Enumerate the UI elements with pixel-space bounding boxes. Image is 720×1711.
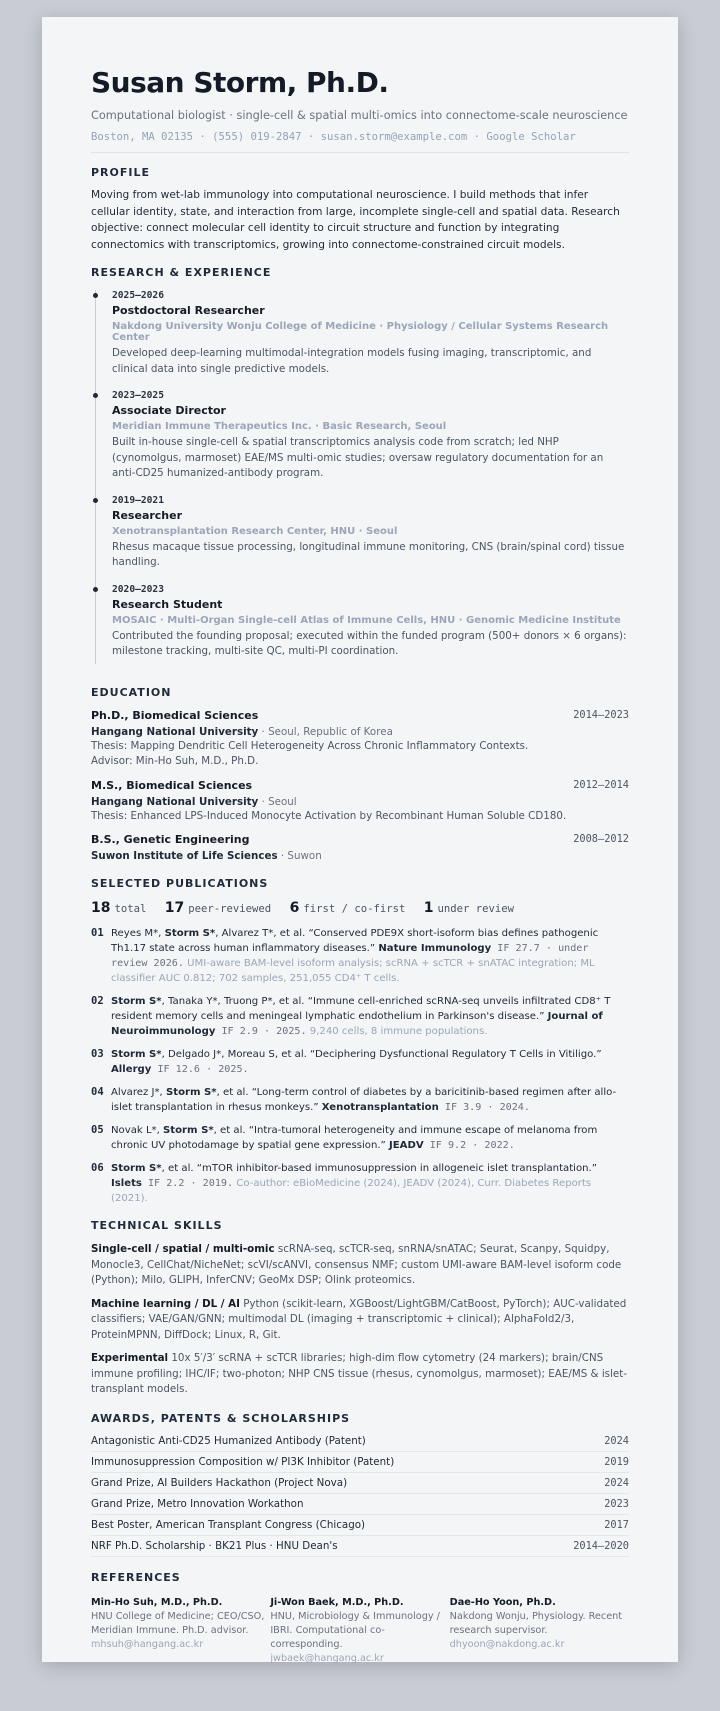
education-location: · Seoul [258,795,297,808]
references-section [91,1571,629,1666]
name-heading: Susan Storm, Ph.D. [91,66,389,99]
stat-total: 18 total [91,900,147,917]
education-school-line [91,796,629,808]
education-thesis: Thesis: Mapping Dendritic Cell Heterogeneity Across Chronic Inflammatory Contexts. Advisor: Min-Ho Suh, M.D., Ph.D. [91,739,529,768]
timeline-dot-icon [93,587,98,592]
education-item [91,779,629,825]
skill-group: Experimental 10x 5′/3′ scRNA + scTCR libraries; high-dim flow cytometry (24 markers); brain/CNS immune profiling; IHC/IF; two-photon; NHP CNS tissue (rhesus, cynomolgus, marmoset); EAE/MS & islet-transplant models. [91,1352,627,1396]
reference-desc: HNU College of Medicine; CEO/CSO, Meridian Immune. Ph.D. advisor. [91,1610,265,1636]
publications-section [91,877,629,1206]
education-degree: B.S., Genetic Engineering [91,833,250,847]
reference-name: Dae-Ho Yoon, Ph.D. [449,1596,556,1608]
experience-org: Meridian Immune Therapeutics Inc. · Basic Research, Seoul [112,421,447,433]
publication-item: 06 Storm S*, et al. “mTOR inhibitor-based immunosuppression in allogeneic islet transplantation.” Islets IF 2.2 · 2019. Co-author: eBioMedicine (2024), JEADV (2024), Curr. Diabetes Reports (2021). [91,1162,597,1205]
education-location: · Seoul, Republic of Korea [258,725,393,738]
timeline-dot-icon [93,498,98,503]
profile-title: PROFILE [91,166,151,180]
experience-title: RESEARCH & EXPERIENCE [91,266,272,280]
experience-org: MOSAIC · Multi-Organ Single-cell Atlas of Immune Cells, HNU · Genomic Medicine Institute [112,614,621,626]
publication-venue: JEADV [389,1140,424,1152]
education-section [91,686,629,863]
awards-title: AWARDS, PATENTS & SCHOLARSHIPS [91,1411,351,1425]
publication-item: 03 Storm S*, Delgado J*, Moreau S, et al. “Deciphering Dysfunctional Regulatory T Cells in Vitiligo.” Allergy IF 12.6 · 2025. [91,1048,602,1076]
experience-desc: Built in-house single-cell & spatial transcriptomics analysis code from scratch; led NHP (cynomolgus, marmoset) EAE/MS multi-omic studies; oversaw regulatory documentation for an anti-CD25 humanized-antibody program. [112,436,604,480]
education-location: · Suwon [277,850,322,863]
experience-date: 2019–2021 [112,494,164,506]
reference-email-link[interactable]: mhsuh@hangang.ac.kr [91,1638,204,1650]
experience-role: Associate Director [112,404,226,418]
publication-item: 01 Reyes M*, Storm S*, Alvarez T*, et al. “Conserved PDE9X short-isoform bias defines pathogenic Th1.17 state across human inflammatory diseases.” Nature Immunology IF 27.7 · under review 2026. UMI-aware BAM-level isoform analysis; scRNA + scTCR + snATAC integration; ML classifier AUC 0.812; 702 samples, 251,055 CD4⁺ T cells. [91,927,599,985]
experience-item [95,390,629,495]
skills-section [91,1219,629,1398]
reference-email-link[interactable]: dhyoon@nakdong.ac.kr [449,1638,565,1650]
experience-item [95,495,629,584]
timeline-dot-icon [93,393,98,398]
references-title: REFERENCES [91,1570,181,1584]
education-years: 2014–2023 [573,708,629,721]
reference-desc: HNU, Microbiology & Immunology / IBRI. Computational co-corresponding. [270,1610,440,1650]
education-degree: M.S., Biomedical Sciences [91,778,253,792]
publication-venue: Nature Immunology [378,943,492,955]
stat-first-author: 6 first / co-first [289,900,406,917]
education-school-line [91,850,629,862]
reference-email-link[interactable]: jwbaek@hangang.ac.kr [270,1652,384,1664]
experience-date: 2023–2025 [112,390,164,402]
education-title: EDUCATION [91,685,172,699]
reference-item [91,1596,270,1666]
education-school: Hangang National University [91,725,259,738]
experience-item [95,290,629,390]
education-item [91,709,629,770]
education-school-line [91,726,629,738]
award-item: Antagonistic Anti-CD25 Humanized Antibody (Patent) 2024 [91,1431,629,1452]
experience-role: Researcher [112,508,183,522]
stat-peer-reviewed: 17 peer-reviewed [164,900,272,917]
tagline: Computational biologist · single-cell & spatial multi-omics into connectome-scale neuroscience [91,109,628,123]
experience-item [95,584,629,664]
experience-role: Research Student [112,597,223,611]
education-years: 2012–2014 [573,778,629,791]
reference-name: Min-Ho Suh, M.D., Ph.D. [91,1596,223,1608]
reference-item [270,1596,449,1666]
stat-under-review: 1 under review [423,900,515,917]
award-item: Grand Prize, AI Builders Hackathon (Project Nova) 2024 [91,1473,629,1494]
reference-desc: Nakdong Wonju, Physiology. Recent research supervisor. [449,1610,623,1636]
experience-desc: Rhesus macaque tissue processing, longitudinal immune monitoring, CNS (brain/spinal cord) tissue handling. [112,540,625,569]
education-degree: Ph.D., Biomedical Sciences [91,708,259,722]
experience-section [91,266,629,664]
experience-role: Postdoctoral Researcher [112,304,265,318]
contact-line[interactable]: Boston, MA 02135 · (555) 019-2847 · susan.storm@example.com · Google Scholar [91,131,629,153]
publication-stats [91,900,629,916]
publication-venue: Xenotransplantation [321,1102,439,1114]
experience-org: Xenotransplantation Research Center, HNU · Seoul [112,525,398,537]
education-years: 2008–2012 [573,833,629,846]
education-item [91,833,629,862]
award-item: Best Poster, American Transplant Congress (Chicago) 2017 [91,1515,629,1536]
publication-item: 05 Novak L*, Storm S*, et al. “Intra-tumoral heterogeneity and immune escape of melanoma from chronic UV photodamage by spatial gene expression.” JEADV IF 9.2 · 2022. [91,1124,598,1152]
award-item: Immunosuppression Composition w/ PI3K Inhibitor (Patent) 2019 [91,1452,629,1473]
education-school: Hangang National University [91,795,259,808]
experience-desc: Developed deep-learning multimodal-integration models fusing imaging, transcriptomic, and clinical data into single predictive models. [112,347,592,375]
publication-venue: Islets [111,1178,142,1190]
skills-title: TECHNICAL SKILLS [91,1219,223,1233]
education-school: Suwon Institute of Life Sciences [91,850,278,863]
timeline-dot-icon [93,293,98,298]
experience-org: Nakdong University Wonju College of Medicine · Physiology / Cellular Systems Research Center [112,321,609,344]
reference-name: Ji-Won Baek, M.D., Ph.D. [270,1596,404,1608]
publication-venue: Allergy [111,1064,152,1076]
publication-venue: Journal of Neuroimmunology [111,1011,603,1038]
publications-title: SELECTED PUBLICATIONS [91,877,269,891]
references-list [91,1596,629,1666]
experience-date: 2020–2023 [112,583,164,595]
publication-item: 02 Storm S*, Tanaka Y*, Truong P*, et al. “Immune cell-enriched scRNA-seq unveils infiltrated CD8⁺ T resident memory cells and meningeal lymphatic endothelium in Parkinson's disease.” Journal of Neuroimmunology IF 2.9 · 2025. 9,240 cells, 8 immune populations. [91,995,611,1038]
reference-item [450,1596,629,1666]
awards-section [91,1412,629,1557]
experience-desc: Contributed the founding proposal; executed within the funded program (500+ donors × 6 organs): milestone tracking, multi-site QC, multi-PI coordination. [112,629,627,658]
award-item: Grand Prize, Metro Innovation Workathon 2023 [91,1494,629,1515]
resume-page [42,17,678,1662]
profile-text: Moving from wet-lab immunology into computational neuroscience. I build methods that infer cellular identity, state, and interaction from large, incomplete single-cell and spatial data. Research objective: connect molecular cell identity to circuit structure and function by integrating connectomics with transcriptomics, growing into connectome-constrained circuit models. [91,189,620,251]
award-item: NRF Ph.D. Scholarship · BK21 Plus · HNU Dean's 2014–2020 [91,1536,629,1557]
profile-section [91,166,629,253]
experience-date: 2025–2026 [112,290,164,302]
education-thesis: Thesis: Enhanced LPS-Induced Monocyte Activation by Recombinant Human Soluble CD180. [91,809,567,822]
publication-item: 04 Alvarez J*, Storm S*, et al. “Long-term control of diabetes by a baricitinib-based regimen after allo-islet transplantation in rhesus monkeys.” Xenotransplantation IF 3.9 · 2024. [91,1086,617,1114]
awards-list [91,1431,629,1557]
experience-timeline [91,290,629,664]
skill-group: Machine learning / DL / AI Python (scikit-learn, XGBoost/LightGBM/CatBoost, PyTorch); AUC-validated classifiers; VAE/GAN/GNN; multimodal DL (imaging + transcriptomic + clinical); AlphaFold2/3, ProteinMPNN, DiffDock; Linux, R, Git. [91,1297,627,1341]
skill-group: Single-cell / spatial / multi-omic scRNA-seq, scTCR-seq, snRNA/snATAC; Seurat, Scanpy, Squidpy, Monocle3, CellChat/NicheNet; scVI/scANVI, consensus NMF; custom UMI-aware BAM-level isoform code (Python); Milo, GLIPH, InferCNV; GeoMx DSP; Olink proteomics. [91,1243,622,1287]
